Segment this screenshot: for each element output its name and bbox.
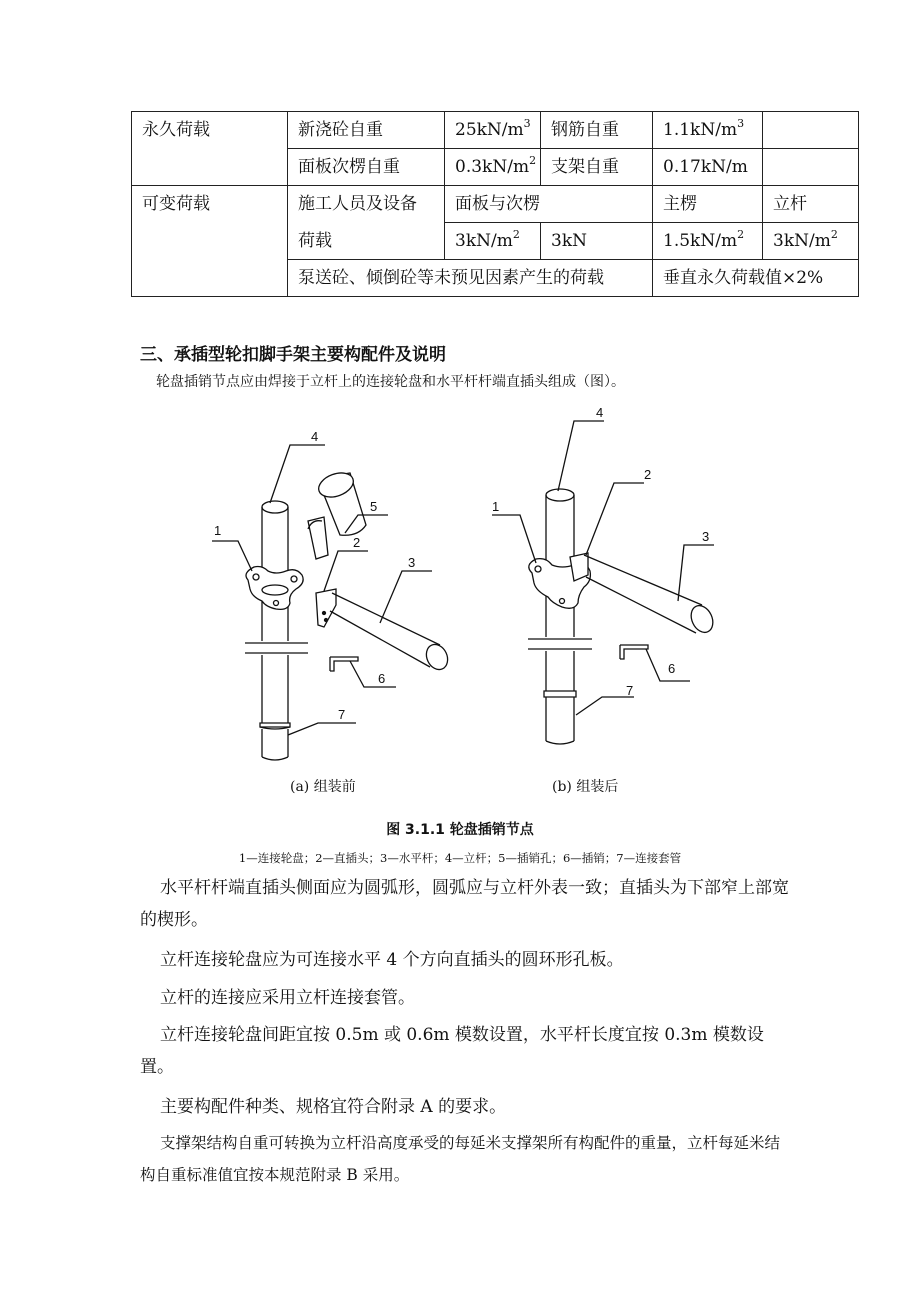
figure-legend: 1—连接轮盘；2—直插头；3—水平杆；4—立杆；5—插销孔；6—插销；7—连接套管	[238, 851, 682, 865]
wheel-buckle-joint-figure	[190, 405, 750, 815]
label-7: 7	[338, 707, 346, 722]
table-cell: $25kN/m^3$	[445, 112, 541, 149]
table-cell: 新浇砼自重	[288, 112, 445, 149]
table-cell	[763, 112, 859, 149]
label-7: 7	[626, 683, 634, 698]
load-table	[131, 111, 859, 297]
labels-after	[492, 405, 709, 698]
paragraph-plug-head: 水平杆杆端直插头侧面应为圆弧形，圆弧应与立杆外表一致；直插头为下部窄上部宽的楔形。	[140, 878, 789, 930]
table-cell: 永久荷载	[132, 112, 288, 186]
table-cell: 荷载	[288, 223, 445, 260]
table-cell: $1.1kN/m^3$	[653, 112, 763, 149]
label-1: 1	[492, 499, 500, 514]
table-row	[132, 186, 859, 223]
table-cell: 0.17kN/m	[653, 149, 763, 186]
label-3: 3	[408, 555, 416, 570]
paragraph-spacing: 立杆连接轮盘间距宜按 0.5m 或 0.6m 模数设置，水平杆长度宜按 0.3m 模数设置。	[140, 1025, 764, 1077]
section-title: 三、承插型轮扣脚手架主要构配件及说明	[140, 345, 446, 365]
paragraph-components: 主要构配件种类、规格宜符合附录 A 的要求。	[160, 1097, 507, 1117]
table-cell: 泵送砼、倾倒砼等未预见因素产生的荷载	[288, 260, 653, 297]
diagram-before-assembly	[212, 445, 452, 760]
paragraph-self-weight: 支撑架结构自重可转换为立杆沿高度承受的每延米支撑架所有构配件的重量，立杆每延米结构自重标准值宜按本规范附录 B 采用。	[140, 1134, 781, 1184]
paragraph-wheel-disc: 立杆连接轮盘应为可连接水平 4 个方向直插头的圆环形孔板。	[160, 950, 624, 970]
table-cell: $0.3kN/m^2$	[445, 149, 541, 186]
table-cell: $3kN/m^2$	[445, 223, 541, 260]
table-cell: 垂直永久荷载值×2%	[653, 260, 859, 297]
label-5: 5	[370, 499, 378, 514]
paragraph-sleeve: 立杆的连接应采用立杆连接套管。	[160, 988, 415, 1008]
table-cell: 施工人员及设备	[288, 186, 445, 223]
figure-caption: 图 3.1.1 轮盘插销节点	[386, 822, 534, 838]
label-4: 4	[596, 405, 604, 420]
table-cell: 面板与次楞	[445, 186, 653, 223]
table-cell: 主楞	[653, 186, 763, 223]
label-6: 6	[378, 671, 386, 686]
table-cell: $1.5kN/m^2$	[653, 223, 763, 260]
table-cell: 可变荷载	[132, 186, 288, 297]
label-2: 2	[353, 535, 361, 550]
label-2: 2	[644, 467, 652, 482]
intro-text: 轮盘插销节点应由焊接于立杆上的连接轮盘和水平杆杆端直插头组成（图）。	[156, 374, 625, 390]
subcaption-b: (b) 组装后	[552, 779, 619, 795]
table-row	[132, 112, 859, 149]
label-3: 3	[702, 529, 710, 544]
table-cell	[763, 149, 859, 186]
table-cell: 面板次楞自重	[288, 149, 445, 186]
table-cell: 钢筋自重	[541, 112, 653, 149]
table-cell: 3kN	[541, 223, 653, 260]
table-cell: $3kN/m^2$	[763, 223, 859, 260]
table-cell: 支架自重	[541, 149, 653, 186]
label-1: 1	[214, 523, 222, 538]
subcaption-a: (a) 组装前	[290, 779, 356, 795]
labels-before	[214, 429, 415, 722]
label-6: 6	[668, 661, 676, 676]
table-cell: 立杆	[763, 186, 859, 223]
joint-diagram	[190, 405, 750, 815]
diagram-after-assembly	[492, 421, 717, 744]
label-4: 4	[311, 429, 319, 444]
